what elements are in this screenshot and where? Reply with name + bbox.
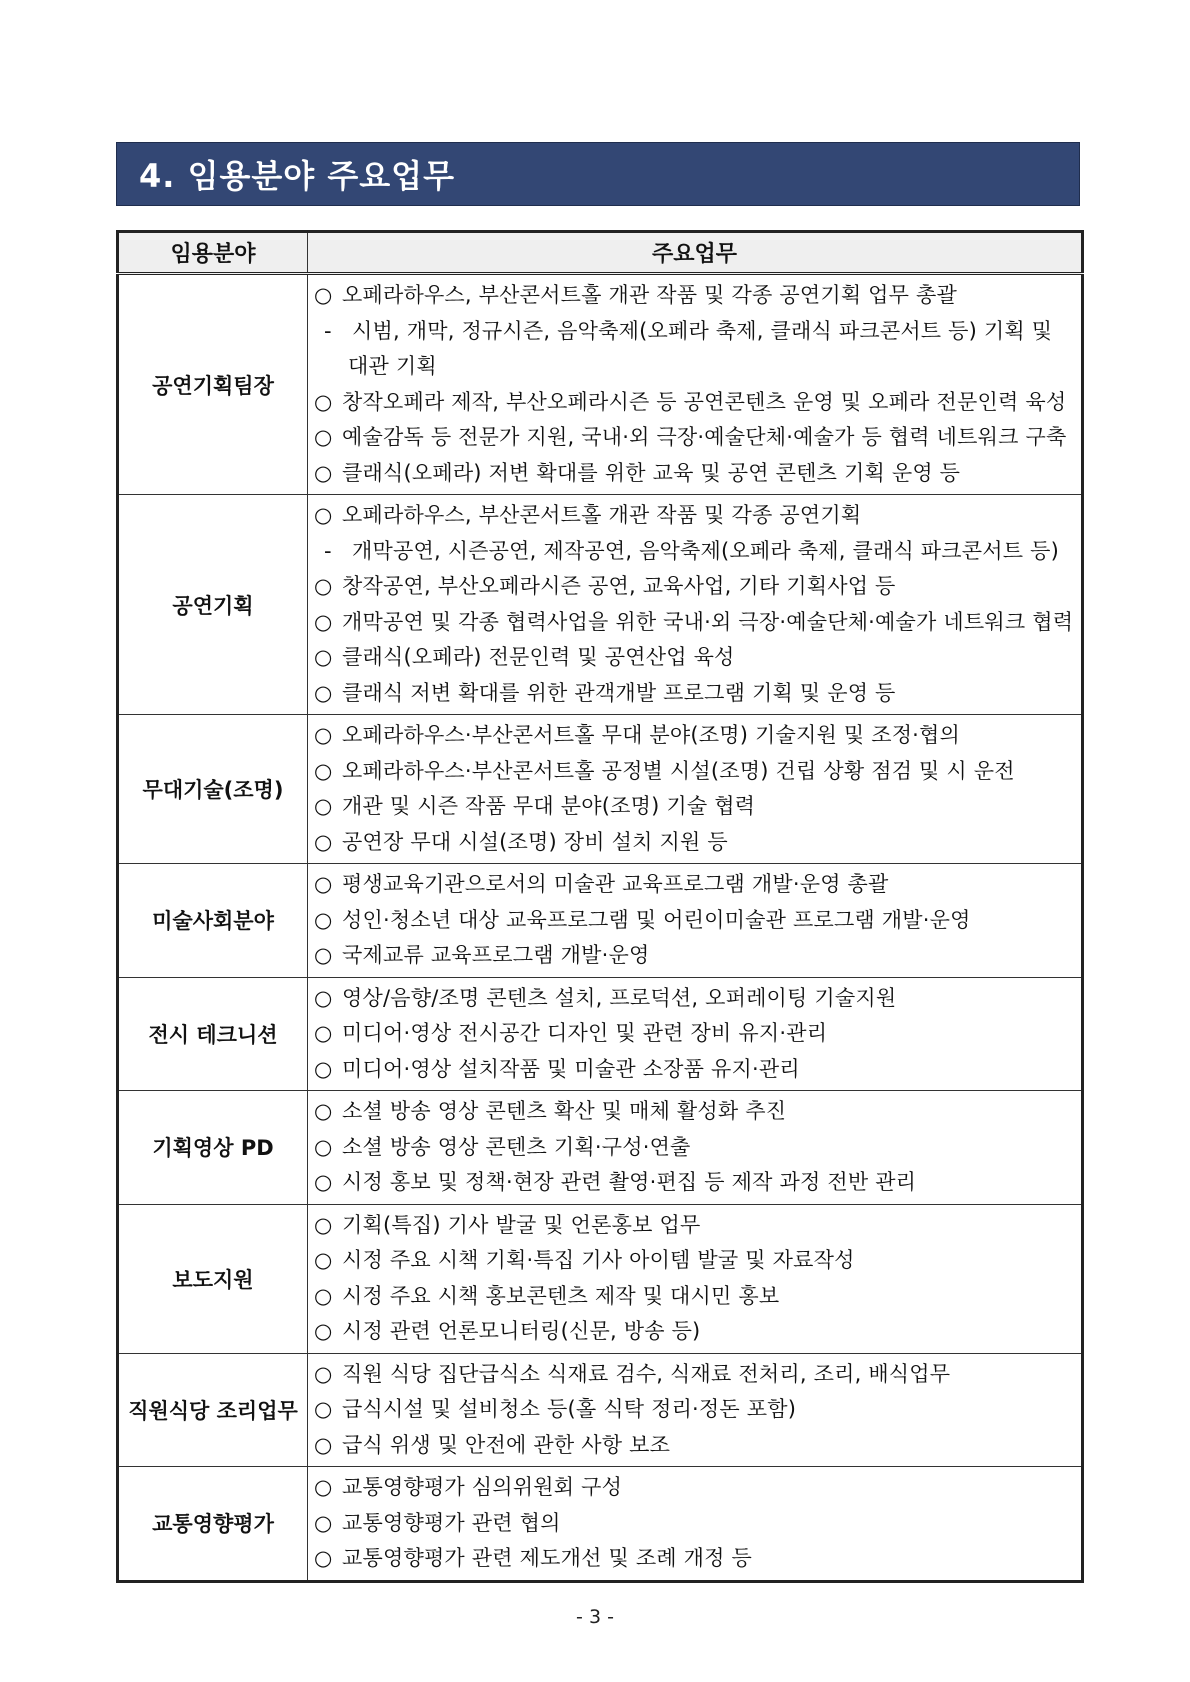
circle-bullet-icon: ○ xyxy=(314,1510,333,1535)
dash-icon: - xyxy=(324,538,332,563)
duty-item xyxy=(314,1357,1075,1393)
duty-text: 급식 위생 및 안전에 관한 사항 보조 xyxy=(342,1432,671,1457)
duty-text: 오페라하우스·부산콘서트홀 무대 분야(조명) 기술지원 및 조정·협의 xyxy=(342,723,961,747)
duty-text: 영상/음향/조명 콘텐츠 설치, 프로덕션, 오퍼레이팅 기술지원 xyxy=(342,985,897,1010)
circle-bullet-icon: ○ xyxy=(314,723,333,747)
circle-bullet-icon: ○ xyxy=(314,1546,333,1570)
table-row xyxy=(118,274,1083,495)
header-field: 임용분야 xyxy=(118,232,308,274)
duty-text: 창작오페라 제작, 부산오페라시즌 등 공연콘텐츠 운영 및 오페라 전문인력 육성 xyxy=(342,389,1067,414)
circle-bullet-icon: ○ xyxy=(314,758,333,783)
circle-bullet-icon: ○ xyxy=(314,1283,333,1308)
table-row xyxy=(118,1091,1083,1205)
circle-bullet-icon: ○ xyxy=(314,985,333,1010)
duties-cell xyxy=(308,1467,1083,1582)
duty-item xyxy=(314,1052,1075,1088)
duty-text: 오페라하우스, 부산콘서트홀 개관 작품 및 각종 공연기획 xyxy=(342,503,862,527)
duty-text: 클래식(오페라) 저변 확대를 위한 교육 및 공연 콘텐츠 기획 운영 등 xyxy=(342,460,961,485)
duty-text: 국제교류 교육프로그램 개발·운영 xyxy=(342,943,650,967)
circle-bullet-icon: ○ xyxy=(314,503,333,527)
duty-item xyxy=(314,789,1075,825)
duty-text: 교통영향평가 관련 협의 xyxy=(342,1510,561,1535)
circle-bullet-icon: ○ xyxy=(314,872,333,896)
duty-item xyxy=(314,456,1075,492)
circle-bullet-icon: ○ xyxy=(314,794,333,818)
duty-text: 기획(특집) 기사 발굴 및 언론홍보 업무 xyxy=(342,1212,701,1237)
circle-bullet-icon: ○ xyxy=(314,907,333,932)
duty-text: 개관 및 시즌 작품 무대 분야(조명) 기술 협력 xyxy=(342,794,756,818)
table-row xyxy=(118,864,1083,978)
circle-bullet-icon: ○ xyxy=(314,680,333,705)
duty-text: 클래식 저변 확대를 위한 관객개발 프로그램 기획 및 운영 등 xyxy=(342,680,896,705)
duty-text: 시정 홍보 및 정책·현장 관련 촬영·편집 등 제작 과정 전반 관리 xyxy=(342,1170,917,1194)
duty-item xyxy=(314,1541,1075,1577)
circle-bullet-icon: ○ xyxy=(314,1397,333,1421)
duty-text: 대관 기획 xyxy=(348,354,437,378)
duty-item xyxy=(314,1208,1075,1244)
duty-subitem xyxy=(314,314,1075,350)
duty-text: 급식시설 및 설비청소 등(홀 식탁 정리·정돈 포함) xyxy=(342,1397,797,1421)
circle-bullet-icon: ○ xyxy=(314,1134,333,1159)
duty-text: 시정 관련 언론모니터링(신문, 방송 등) xyxy=(342,1319,701,1343)
circle-bullet-icon: ○ xyxy=(314,1212,333,1237)
duty-text: 직원 식당 집단급식소 식재료 검수, 식재료 전처리, 조리, 배식업무 xyxy=(342,1361,951,1386)
circle-bullet-icon: ○ xyxy=(314,425,333,449)
duties-cell xyxy=(308,1353,1083,1467)
table-row xyxy=(118,977,1083,1091)
duty-text: 시정 주요 시책 홍보콘텐츠 제작 및 대시민 홍보 xyxy=(342,1283,780,1308)
field-cell: 미술사회분야 xyxy=(118,864,308,978)
duty-text: 평생교육기관으로서의 미술관 교육프로그램 개발·운영 총괄 xyxy=(342,872,889,896)
duties-cell xyxy=(308,977,1083,1091)
circle-bullet-icon: ○ xyxy=(314,1432,333,1457)
duty-item xyxy=(314,1279,1075,1315)
table-row xyxy=(118,1353,1083,1467)
circle-bullet-icon: ○ xyxy=(314,943,333,967)
duty-item xyxy=(314,1165,1075,1201)
duty-text: 성인·청소년 대상 교육프로그램 및 어린이미술관 프로그램 개발·운영 xyxy=(342,907,971,932)
duty-item xyxy=(314,349,1075,385)
duty-text: 미디어·영상 전시공간 디자인 및 관련 장비 유지·관리 xyxy=(342,1021,828,1045)
circle-bullet-icon: ○ xyxy=(314,389,333,414)
duty-item xyxy=(314,1094,1075,1130)
duty-item xyxy=(314,1470,1075,1506)
table-body xyxy=(118,274,1083,1582)
duty-item xyxy=(314,498,1075,534)
duty-text: 소셜 방송 영상 콘텐츠 확산 및 매체 활성화 추진 xyxy=(342,1099,787,1123)
duty-item xyxy=(314,867,1075,903)
duty-item xyxy=(314,754,1075,790)
table-row xyxy=(118,715,1083,864)
page-number: - 3 - xyxy=(576,1606,614,1628)
duty-text: 개막공연 및 각종 협력사업을 위한 국내·외 극장·예술단체·예술가 네트워크 협력 xyxy=(342,609,1074,634)
duty-text: 개막공연, 시즌공연, 제작공연, 음악축제(오페라 축제, 클래식 파크콘서트 등) xyxy=(352,538,1059,563)
header-duties: 주요업무 xyxy=(308,232,1083,274)
duty-text: 예술감독 등 전문가 지원, 국내·외 극장·예술단체·예술가 등 협력 네트워크 구축 xyxy=(342,425,1067,449)
circle-bullet-icon: ○ xyxy=(314,1361,333,1386)
duties-cell xyxy=(308,274,1083,495)
duty-text: 창작공연, 부산오페라시즌 공연, 교육사업, 기타 기획사업 등 xyxy=(342,574,896,598)
duty-text: 시정 주요 시책 기획·특집 기사 아이템 발굴 및 자료작성 xyxy=(342,1248,855,1272)
duty-text: 오페라하우스·부산콘서트홀 공정별 시설(조명) 건립 상황 점검 및 시 운전 xyxy=(342,758,1015,783)
table-header-row xyxy=(118,232,1083,274)
table-row xyxy=(118,1467,1083,1582)
duty-item xyxy=(314,1428,1075,1464)
duties-cell xyxy=(308,715,1083,864)
circle-bullet-icon: ○ xyxy=(314,645,333,669)
circle-bullet-icon: ○ xyxy=(314,609,333,634)
duty-text: 클래식(오페라) 전문인력 및 공연산업 육성 xyxy=(342,645,735,669)
circle-bullet-icon: ○ xyxy=(314,1056,333,1081)
duty-item xyxy=(314,605,1075,641)
duty-item xyxy=(314,1506,1075,1542)
circle-bullet-icon: ○ xyxy=(314,1319,333,1343)
duty-item xyxy=(314,385,1075,421)
duty-text: 공연장 무대 시설(조명) 장비 설치 지원 등 xyxy=(342,829,728,854)
circle-bullet-icon: ○ xyxy=(314,1248,333,1272)
duty-item xyxy=(314,1392,1075,1428)
duty-item xyxy=(314,938,1075,974)
field-cell: 공연기획팀장 xyxy=(118,274,308,495)
circle-bullet-icon: ○ xyxy=(314,460,333,485)
duty-item xyxy=(314,278,1075,314)
duty-item xyxy=(314,640,1075,676)
circle-bullet-icon: ○ xyxy=(314,283,333,307)
duty-item xyxy=(314,718,1075,754)
section-title: 4. 임용분야 주요업무 xyxy=(139,157,455,195)
duties-cell xyxy=(308,864,1083,978)
duty-item xyxy=(314,1243,1075,1279)
duty-item xyxy=(314,825,1075,861)
circle-bullet-icon: ○ xyxy=(314,1170,333,1194)
duty-item xyxy=(314,981,1075,1017)
duties-cell xyxy=(308,1091,1083,1205)
table-row xyxy=(118,495,1083,715)
duty-item xyxy=(314,420,1075,456)
field-cell: 직원식당 조리업무 xyxy=(118,1353,308,1467)
field-cell: 교통영향평가 xyxy=(118,1467,308,1582)
duty-subitem xyxy=(314,534,1075,570)
circle-bullet-icon: ○ xyxy=(314,1475,333,1499)
section-header xyxy=(116,142,1080,206)
duties-cell xyxy=(308,495,1083,715)
field-cell: 기획영상 PD xyxy=(118,1091,308,1205)
circle-bullet-icon: ○ xyxy=(314,1021,333,1045)
field-cell: 전시 테크니션 xyxy=(118,977,308,1091)
circle-bullet-icon: ○ xyxy=(314,829,333,854)
field-cell: 보도지원 xyxy=(118,1204,308,1353)
duty-text: 교통영향평가 심의위원회 구성 xyxy=(342,1475,623,1499)
field-cell: 무대기술(조명) xyxy=(118,715,308,864)
duties-cell xyxy=(308,1204,1083,1353)
duties-table xyxy=(116,230,1084,1583)
circle-bullet-icon: ○ xyxy=(314,1099,333,1123)
duty-item xyxy=(314,1314,1075,1350)
duty-text: 미디어·영상 설치작품 및 미술관 소장품 유지·관리 xyxy=(342,1056,800,1081)
duty-item xyxy=(314,569,1075,605)
table-row xyxy=(118,1204,1083,1353)
duty-item xyxy=(314,1130,1075,1166)
duty-text: 소셜 방송 영상 콘텐츠 기획·구성·연출 xyxy=(342,1134,691,1159)
duty-item xyxy=(314,676,1075,712)
field-cell: 공연기획 xyxy=(118,495,308,715)
circle-bullet-icon: ○ xyxy=(314,574,333,598)
duty-text: 교통영향평가 관련 제도개선 및 조례 개정 등 xyxy=(342,1546,752,1570)
duty-text: 시범, 개막, 정규시즌, 음악축제(오페라 축제, 클래식 파크콘서트 등) 기획 및 xyxy=(352,318,1053,343)
duty-item xyxy=(314,903,1075,939)
duty-item xyxy=(314,1016,1075,1052)
duty-text: 오페라하우스, 부산콘서트홀 개관 작품 및 각종 공연기획 업무 총괄 xyxy=(342,283,957,307)
dash-icon: - xyxy=(324,318,332,343)
